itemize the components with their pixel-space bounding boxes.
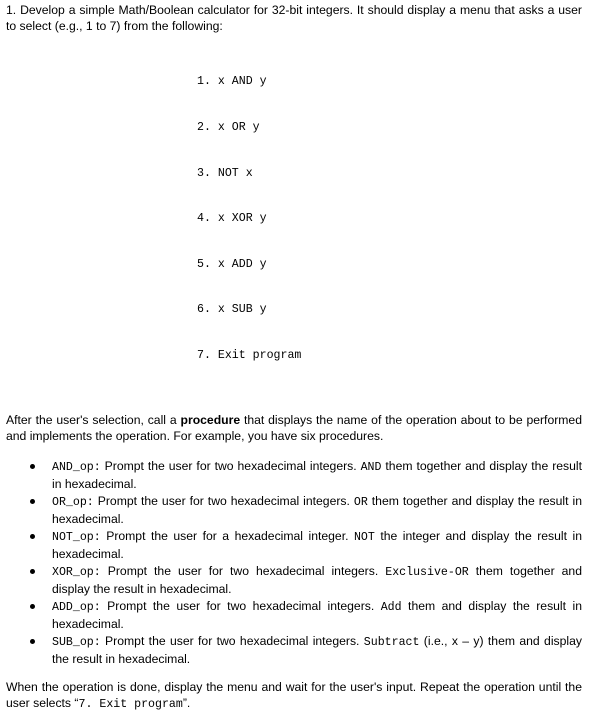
- menu-list: [197, 44, 582, 394]
- procedure-description: Prompt the user for two hexadecimal integers.: [100, 598, 381, 613]
- closing-paragraph: [6, 679, 582, 713]
- procedure-description-end: them together and display the result in hexadecimal.: [52, 493, 582, 526]
- procedure-description: Prompt the user for two hexadecimal integers.: [100, 563, 386, 578]
- menu-item: 2. x OR y: [197, 121, 260, 135]
- procedure-item-not: [6, 528, 582, 562]
- bullet-icon: [30, 499, 35, 504]
- menu-item: 1. x AND y: [197, 75, 267, 89]
- procedure-name: SUB_op:: [52, 635, 101, 649]
- procedure-name: AND_op:: [52, 460, 101, 474]
- procedure-code: Exclusive-OR: [385, 565, 469, 579]
- procedure-keyword: procedure: [180, 412, 241, 427]
- procedure-description: Prompt the user for a hexadecimal integer.: [100, 528, 354, 543]
- menu-item: 5. x ADD y: [197, 257, 267, 271]
- bullet-icon: [30, 534, 35, 539]
- procedure-item-add: [6, 598, 582, 632]
- procedure-code: NOT: [353, 530, 375, 544]
- procedure-description: Prompt the user for two hexadecimal integers.: [100, 458, 361, 473]
- procedure-description-end: them together and display the result in hexadecimal.: [52, 563, 582, 596]
- procedure-description-end: the integer and display the result in hexadecimal.: [52, 528, 582, 561]
- procedure-description-end: them together and display the result in hexadecimal.: [52, 458, 582, 491]
- after-selection-text-end: that displays the name of the operation about to be performed and implements the operation. For example, you have six procedures.: [6, 412, 582, 443]
- procedure-item-or: [6, 493, 582, 527]
- menu-item: 4. x XOR y: [197, 212, 267, 226]
- procedure-name: ADD_op:: [52, 600, 101, 614]
- closing-text-end: ”.: [182, 695, 191, 710]
- procedure-description: Prompt the user for two hexadecimal integers.: [100, 633, 364, 648]
- task-intro: 1. Develop a simple Math/Boolean calculator for 32-bit integers. It should display a menu that asks a user to select (e.g., 1 to 7) from the following:: [6, 3, 582, 33]
- exit-program-code: 7. Exit program: [78, 697, 183, 711]
- bullet-icon: [30, 604, 35, 609]
- procedure-description-end: (i.e., x – y) them and display the result in hexadecimal.: [52, 633, 582, 666]
- procedure-name: NOT_op:: [52, 530, 101, 544]
- procedure-item-sub: [6, 633, 582, 667]
- after-selection-text: After the user's selection, call a: [6, 412, 181, 427]
- after-selection-paragraph: [6, 412, 582, 444]
- menu-item: 6. x SUB y: [197, 303, 267, 317]
- bullet-icon: [30, 639, 35, 644]
- menu-item: 7. Exit program: [197, 349, 302, 363]
- procedure-item-and: [6, 458, 582, 492]
- bullet-icon: [30, 569, 35, 574]
- document: [6, 2, 582, 713]
- procedure-list: [6, 458, 582, 667]
- procedure-name: XOR_op:: [52, 565, 101, 579]
- procedure-name: OR_op:: [52, 495, 94, 509]
- procedure-code: Subtract: [363, 635, 420, 649]
- procedure-code: OR: [353, 495, 368, 509]
- procedure-code: AND: [360, 460, 382, 474]
- closing-text: When the operation is done, display the menu and wait for the user's input. Repeat the operation until the user selects “: [6, 679, 582, 710]
- menu-item: 3. NOT x: [197, 166, 253, 180]
- procedure-code: Add: [380, 600, 402, 614]
- procedure-description: Prompt the user for two hexadecimal integers.: [93, 493, 354, 508]
- bullet-icon: [30, 464, 35, 469]
- procedure-description-end: them and display the result in hexadecimal.: [52, 598, 582, 631]
- procedure-item-xor: [6, 563, 582, 597]
